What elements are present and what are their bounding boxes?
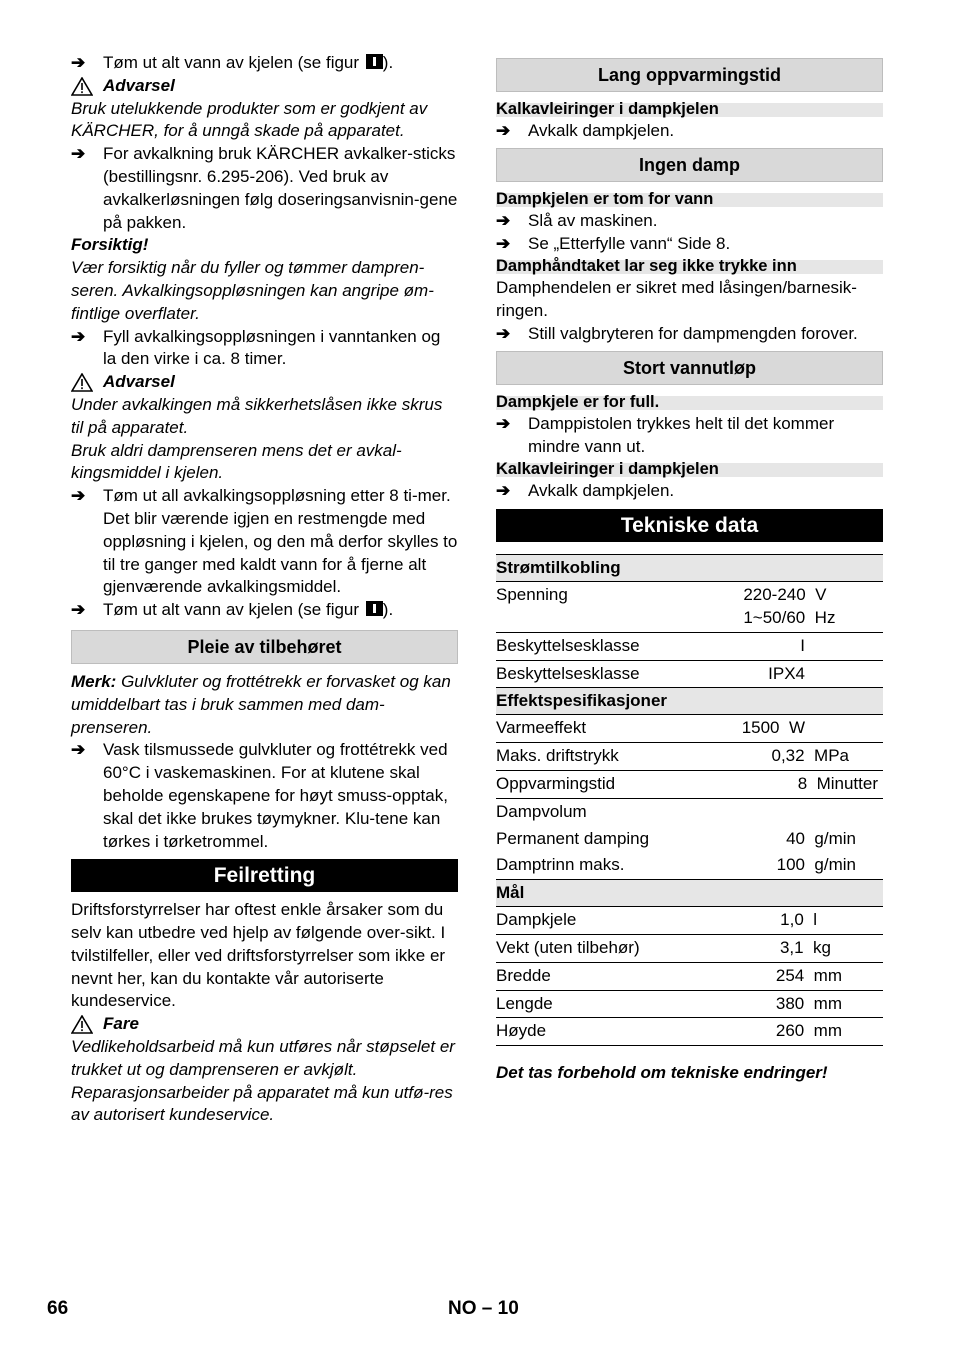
arrow-icon: ➔ <box>71 486 86 506</box>
instruction-step: ➔ Fyll avkalkingsoppløsningen i vanntanken og la den virke i ca. 8 timer. <box>71 326 458 372</box>
warning-triangle-icon <box>71 77 93 96</box>
arrow-icon: ➔ <box>71 53 86 72</box>
instruction-step: ➔ Damppistolen trykkes helt til det kommer mindre vann ut. <box>496 413 883 459</box>
caution-heading: Forsiktig! <box>71 235 149 255</box>
warning-heading: Advarsel <box>71 75 458 98</box>
subheading: Kalkavleiringer i dampkjelen <box>496 98 883 120</box>
troubleshooting-intro: Driftsforstyrrelser har oftest enkle årsaker som du selv kan utbedre ved hjelp av følgende over-sikt. I tvilstilfeller, eller ved driftsforstyrrelser som ikke er nevnt her, kan du kontakte vår autoriserte kundeservice. <box>71 900 446 1011</box>
warning-triangle-icon <box>71 373 93 392</box>
danger-heading: Fare <box>71 1013 458 1036</box>
table-row: Dampkjele 1,0 l <box>496 907 883 935</box>
arrow-icon: ➔ <box>496 481 511 501</box>
instruction-step: ➔ Se „Etterfylle vann“ Side 8. <box>496 233 883 256</box>
arrow-icon: ➔ <box>71 326 86 346</box>
section-heading-water-leak: Stort vannutløp <box>496 351 883 385</box>
technical-data-table <box>496 554 883 1046</box>
technical-changes-notice: Det tas forbehold om tekniske endringer! <box>496 1063 828 1083</box>
table-row: Bredde 254 mm <box>496 962 883 990</box>
warning-text: Bruk utelukkende produkter som er godkjent av KÄRCHER, for å unngå skade på apparatet. <box>71 98 428 141</box>
instruction-step: ➔ Avkalk dampkjelen. <box>496 120 883 143</box>
arrow-icon: ➔ <box>71 600 86 620</box>
table-row: Permanent damping 40 g/min <box>496 828 856 848</box>
subheading: Damphåndtaket lar seg ikke trykke inn <box>496 255 883 277</box>
table-row: Spenning 220-240 V 1~50/60 Hz <box>496 582 883 633</box>
section-page-label: NO – 10 <box>448 1298 519 1319</box>
subheading: Dampkjelen er tom for vann <box>496 188 883 210</box>
instruction-step: ➔ Tøm ut alt vann av kjelen (se figur ). <box>71 599 458 622</box>
table-group-header: Mål <box>496 880 883 907</box>
warning-triangle-icon <box>71 1015 93 1034</box>
warning-text: Bruk aldri damprenseren mens det er avkal-kingsmiddel i kjelen. <box>71 440 402 483</box>
section-heading-long-heating: Lang oppvarmingstid <box>496 58 883 92</box>
table-row: Beskyttelsesklasse I <box>496 632 883 660</box>
instruction-step: ➔ Tøm ut all avkalkingsoppløsning etter 8 ti-mer. Det blir værende igjen en restmengde med oppløsning i kjelen, og den må derfor skylles to til tre ganger med kaldt vann for å fjerne alt gjenværende avkalkingsmiddel. <box>71 485 458 599</box>
danger-text: Vedlikeholdsarbeid må kun utføres når støpselet er trukket ut og damprenseren er avkjølt. <box>71 1037 455 1079</box>
caution-text: Vær forsiktig når du fyller og tømmer dampren-seren. Avkalkingsoppløsningen kan angripe øm-fintlige overflater. <box>71 258 434 323</box>
step-text: Tøm ut alt vann av kjelen (se figur <box>103 53 360 72</box>
instruction-step: ➔ Slå av maskinen. <box>496 210 883 233</box>
instruction-step: ➔ Tøm ut alt vann av kjelen (se figur ). <box>71 52 458 75</box>
arrow-icon: ➔ <box>496 121 511 140</box>
section-heading-troubleshooting: Feilretting <box>71 859 458 892</box>
instruction-step: ➔ Vask tilsmussede gulvkluter og frottétrekk ved 60°C i vaskemaskinen. For at klutene skal beholde egenskapene for høyt smuss-opptak, skal det ikke brukes tøymykner. Klu-tene kan tørkes i tørketrommel. <box>71 739 458 853</box>
section-heading-technical-data: Tekniske data <box>496 509 883 542</box>
page-number: 66 <box>47 1298 69 1319</box>
arrow-icon: ➔ <box>71 740 86 760</box>
table-row: Vekt (uten tilbehør) 3,1 kg <box>496 934 883 962</box>
instruction-step: ➔ Still valgbryteren for dampmengden forover. <box>496 323 883 346</box>
warning-heading: Advarsel <box>71 371 458 394</box>
table-group-header: Effektspesifikasjoner <box>496 688 883 715</box>
table-group-header: Strømtilkobling <box>496 555 883 582</box>
arrow-icon: ➔ <box>496 413 511 433</box>
instruction-step: ➔ For avkalkning bruk KÄRCHER avkalker-sticks (bestillingsnr. 6.295-206). Ved bruk av avkalkerløsningen følg doseringsanvisnin-gene på pakken. <box>71 143 458 234</box>
right-column <box>496 58 883 1085</box>
figure-I-icon <box>366 54 383 69</box>
left-column <box>71 52 458 1127</box>
table-row: Høyde 260 mm <box>496 1018 883 1046</box>
body-text: Damphendelen er sikret med låsingen/barnesik-ringen. <box>496 278 857 321</box>
note-text: Merk: Gulvkluter og frottétrekk er forvasket og kan umiddelbart tas i bruk sammen med dam-prenseren. <box>71 671 451 737</box>
danger-text: Reparasjonsarbeider på apparatet må kun utfø-res av autorisert kundeservice. <box>71 1082 453 1125</box>
figure-I-icon <box>366 601 383 616</box>
section-heading-care: Pleie av tilbehøret <box>71 630 458 664</box>
arrow-icon: ➔ <box>496 210 511 230</box>
table-row: Oppvarmingstid 8 Minutter <box>496 770 883 798</box>
subheading: Kalkavleiringer i dampkjelen <box>496 458 883 480</box>
arrow-icon: ➔ <box>496 323 511 343</box>
subheading: Dampkjele er for full. <box>496 391 883 413</box>
arrow-icon: ➔ <box>496 233 511 253</box>
instruction-step: ➔ Avkalk dampkjelen. <box>496 480 883 503</box>
section-heading-no-steam: Ingen damp <box>496 148 883 182</box>
table-row: Varmeeffekt 1500 W <box>496 715 883 743</box>
table-row: Maks. driftstrykk 0,32 MPa <box>496 743 883 771</box>
table-row: Beskyttelsesklasse IPX4 <box>496 660 883 688</box>
table-row: Damptrinn maks. 100 g/min <box>496 855 856 875</box>
table-row: Dampvolum <box>496 801 587 821</box>
table-row: Lengde 380 mm <box>496 990 883 1018</box>
warning-text: Under avkalkingen må sikkerhetslåsen ikke skrus til på apparatet. <box>71 394 443 437</box>
arrow-icon: ➔ <box>71 144 86 164</box>
